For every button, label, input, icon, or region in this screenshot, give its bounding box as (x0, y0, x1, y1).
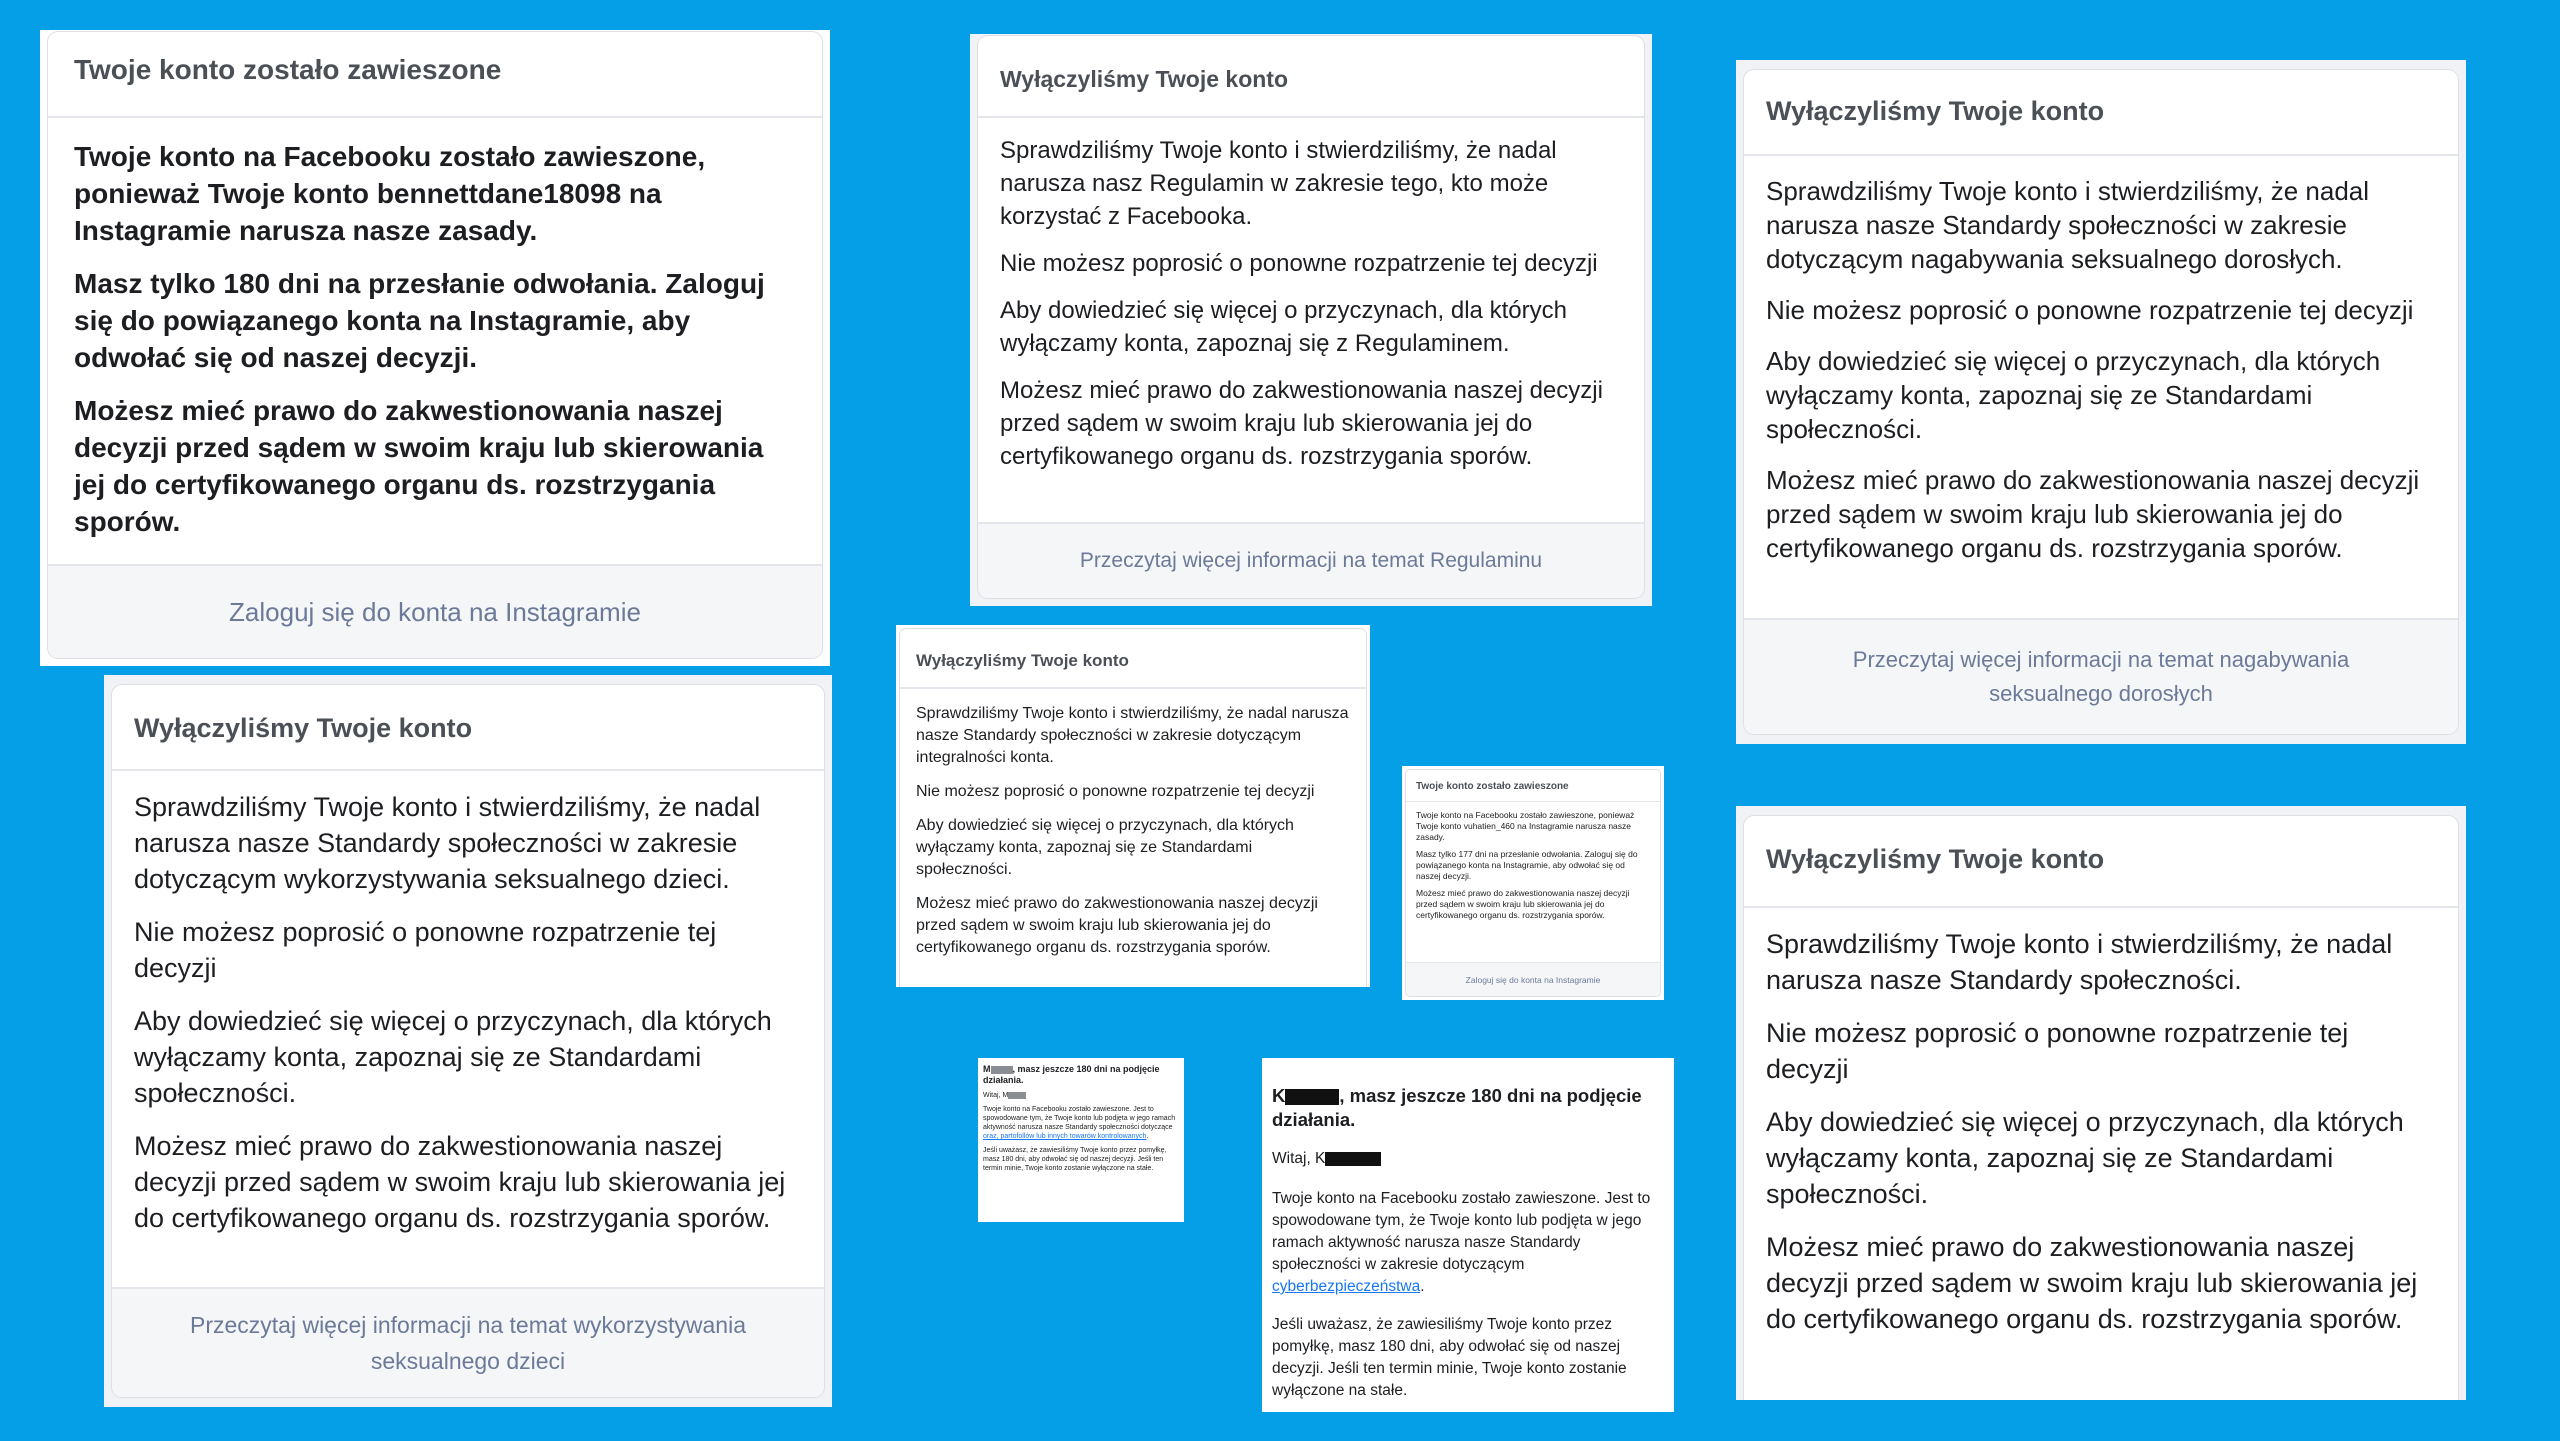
body-paragraph: Możesz mieć prawo do zakwestionowania naszej decyzji przed sądem w swoim kraju lub skierowania jej do certyfikowanego organu ds. rozstrzygania sporów. (134, 1131, 786, 1233)
body-paragraph: Nie możesz poprosić o ponowne rozpatrzenie tej decyzji (1000, 250, 1598, 277)
paragraph-text: Twoje konto na Facebooku zostało zawieszone. Jest to spowodowane tym, że Twoje konto lub podjęta w jego ramach aktywność narusza nasze Standardy społeczności w zakresie dotyczącym (1272, 1190, 1651, 1273)
card-body (1744, 156, 2458, 618)
paragraph-text: Twoje konto na Facebooku zostało zawieszone. Jest to spowodowane tym, że Twoje konto lub podjęta w jego ramach aktywność narusza nasze Standardy społeczności dotyczące (983, 1106, 1176, 1131)
email-screenshot-medium (1262, 1058, 1674, 1412)
card-body (112, 771, 824, 1287)
redaction-block (1325, 1152, 1381, 1166)
email-paragraph: Jeśli uważasz, że zawiesiliśmy Twoje konto przez pomyłkę, masz 180 dni, aby odwołać się od naszej decyzji. Jeśli ten termin minie, Twoje konto zostanie wyłączone na stałe. (1272, 1316, 1627, 1399)
screenshot-disabled-solicitation (1736, 60, 2466, 744)
body-paragraph: Sprawdziliśmy Twoje konto i stwierdziliśmy, że nadal narusza nasz Regulamin w zakresie tego, kto może korzystać z Facebooka. (1000, 137, 1557, 230)
greeting-text: Witaj, M (983, 1092, 1009, 1099)
card-body (1406, 802, 1660, 962)
body-paragraph: Nie możesz poprosić o ponowne rozpatrzenie tej decyzji (1766, 295, 2414, 325)
body-paragraph: Twoje konto na Facebooku zostało zawieszone, ponieważ Twoje konto bennettdane18098 na Instagramie narusza nasze zasady. (74, 141, 706, 246)
card-body (900, 689, 1366, 987)
body-paragraph: Nie możesz poprosić o ponowne rozpatrzenie tej decyzji (916, 783, 1315, 800)
card-title: Wyłączyliśmy Twoje konto (978, 36, 1644, 118)
screenshot-disabled-exploitation (104, 675, 832, 1407)
body-paragraph: Nie możesz poprosić o ponowne rozpatrzenie tej decyzji (1766, 1018, 2349, 1084)
body-paragraph: Sprawdziliśmy Twoje konto i stwierdziliśmy, że nadal narusza nasze Standardy społeczności w zakresie dotyczącym wykorzystywania seksualnego dzieci. (134, 792, 761, 894)
policy-link[interactable]: oraz, partofollów lub innych towarów kontrolowanych (983, 1133, 1147, 1140)
body-paragraph: Masz tylko 177 dni na przesłanie odwołania. Zaloguj się do powiązanego konta na Instagramie, aby odwołać się od naszej decyzji. (1416, 849, 1638, 881)
notice-card (1406, 770, 1660, 996)
card-title: Wyłączyliśmy Twoje konto (1744, 70, 2458, 156)
email-heading-prefix: K (1272, 1085, 1286, 1106)
redaction-block (991, 1066, 1013, 1074)
email-paragraph (983, 1105, 1179, 1141)
body-paragraph: Twoje konto na Facebooku zostało zawieszone, ponieważ Twoje konto vuhatien_460 na Instagramie narusza nasze zasady. (1416, 810, 1635, 842)
notice-card (900, 629, 1366, 987)
body-paragraph: Sprawdziliśmy Twoje konto i stwierdziliśmy, że nadal narusza nasze Standardy społeczności w zakresie dotyczącym integralności konta. (916, 705, 1349, 766)
body-paragraph: Aby dowiedzieć się więcej o przyczynach, dla których wyłączamy konta, zapoznaj się ze Standardami społeczności. (1766, 346, 2381, 444)
redaction-block (1285, 1089, 1339, 1105)
card-title: Twoje konto zostało zawieszone (48, 32, 822, 118)
email-heading-suffix: , masz jeszcze 180 dni na podjęcie działania. (983, 1064, 1160, 1085)
screenshot-suspended-small (1402, 766, 1664, 1000)
body-paragraph: Nie możesz poprosić o ponowne rozpatrzenie tej decyzji (134, 917, 717, 983)
body-paragraph: Aby dowiedzieć się więcej o przyczynach, dla których wyłączamy konta, zapoznaj się ze Standardami społeczności. (134, 1006, 772, 1108)
body-paragraph: Możesz mieć prawo do zakwestionowania naszej decyzji przed sądem w swoim kraju lub skierowania jej do certyfikowanego organu ds. rozstrzygania sporów. (1766, 1232, 2418, 1334)
email-heading-suffix: , masz jeszcze 180 dni na podjęcie działania. (1272, 1085, 1642, 1130)
email-paragraph (1272, 1188, 1664, 1298)
paragraph-end: . (1146, 1133, 1149, 1140)
body-paragraph: Możesz mieć prawo do zakwestionowania naszej decyzji przed sądem w swoim kraju lub skierowania jej do certyfikowanego organu ds. rozstrzygania sporów. (1766, 465, 2420, 563)
body-paragraph: Możesz mieć prawo do zakwestionowania naszej decyzji przed sądem w swoim kraju lub skierowania jej do certyfikowanego organu ds. rozstrzygania sporów. (74, 395, 764, 537)
email-greeting (1272, 1148, 1664, 1170)
notice-card (112, 685, 824, 1397)
email-greeting (983, 1091, 1179, 1100)
body-paragraph: Możesz mieć prawo do zakwestionowania naszej decyzji przed sądem w swoim kraju lub skierowania jej do certyfikowanego organu ds. rozstrzygania sporów. (1416, 888, 1630, 920)
card-title: Wyłączyliśmy Twoje konto (900, 629, 1366, 689)
email-heading (1272, 1084, 1664, 1132)
terms-info-link[interactable]: Przeczytaj więcej informacji na temat Regulaminu (978, 522, 1644, 598)
body-paragraph: Masz tylko 180 dni na przesłanie odwołania. Zaloguj się do powiązanego konta na Instagramie, aby odwołać się od naszej decyzji. (74, 268, 765, 373)
card-body (978, 118, 1644, 522)
screenshot-suspended-large (40, 30, 830, 666)
notice-card (1744, 816, 2458, 1400)
email-heading (983, 1064, 1179, 1086)
email-heading-prefix: M (983, 1064, 991, 1074)
card-title: Wyłączyliśmy Twoje konto (112, 685, 824, 771)
instagram-login-link[interactable]: Zaloguj się do konta na Instagramie (1406, 962, 1660, 996)
email-screenshot-tiny (978, 1058, 1184, 1222)
card-body (1744, 908, 2458, 1400)
exploitation-info-link[interactable]: Przeczytaj więcej informacji na temat wykorzystywania seksualnego dzieci (112, 1287, 824, 1397)
screenshot-disabled-integrity (896, 625, 1370, 987)
body-paragraph: Możesz mieć prawo do zakwestionowania naszej decyzji przed sądem w swoim kraju lub skierowania jej do certyfikowanego organu ds. rozstrzygania sporów. (916, 895, 1318, 956)
body-paragraph: Sprawdziliśmy Twoje konto i stwierdziliśmy, że nadal narusza nasze Standardy społeczności w zakresie dotyczącym nagabywania seksualnego dorosłych. (1766, 176, 2370, 274)
card-body (48, 118, 822, 564)
notice-card (978, 36, 1644, 598)
body-paragraph: Aby dowiedzieć się więcej o przyczynach, dla których wyłączamy konta, zapoznaj się ze Standardami społeczności. (1766, 1107, 2404, 1209)
solicitation-info-link[interactable]: Przeczytaj więcej informacji na temat nagabywania seksualnego dorosłych (1744, 618, 2458, 734)
email-paragraph: Jeśli uważasz, że zawiesiliśmy Twoje konto przez pomyłkę, masz 180 dni, aby odwołać się od naszej decyzji. Jeśli ten termin minie, Twoje konto zostanie wyłączone na stałe. (983, 1147, 1167, 1172)
greeting-text: Witaj, K (1272, 1150, 1326, 1167)
notice-card (48, 32, 822, 658)
redaction-block (1008, 1092, 1026, 1099)
instagram-login-link[interactable]: Zaloguj się do konta na Instagramie (48, 564, 822, 658)
body-paragraph: Aby dowiedzieć się więcej o przyczynach, dla których wyłączamy konta, zapoznaj się ze Standardami społeczności. (916, 817, 1294, 878)
body-paragraph: Aby dowiedzieć się więcej o przyczynach, dla których wyłączamy konta, zapoznaj się z Regulaminem. (1000, 297, 1567, 357)
screenshot-disabled-terms (970, 34, 1652, 606)
card-title: Wyłączyliśmy Twoje konto (1744, 816, 2458, 908)
body-paragraph: Możesz mieć prawo do zakwestionowania naszej decyzji przed sądem w swoim kraju lub skierowania jej do certyfikowanego organu ds. rozstrzygania sporów. (1000, 377, 1603, 470)
body-paragraph: Sprawdziliśmy Twoje konto i stwierdziliśmy, że nadal narusza nasze Standardy społeczności. (1766, 929, 2393, 995)
notice-card (1744, 70, 2458, 734)
card-title: Twoje konto zostało zawieszone (1406, 770, 1660, 802)
paragraph-end: . (1420, 1278, 1425, 1295)
screenshot-disabled-general (1736, 806, 2466, 1400)
policy-link[interactable]: cyberbezpieczeństwa (1272, 1278, 1421, 1295)
